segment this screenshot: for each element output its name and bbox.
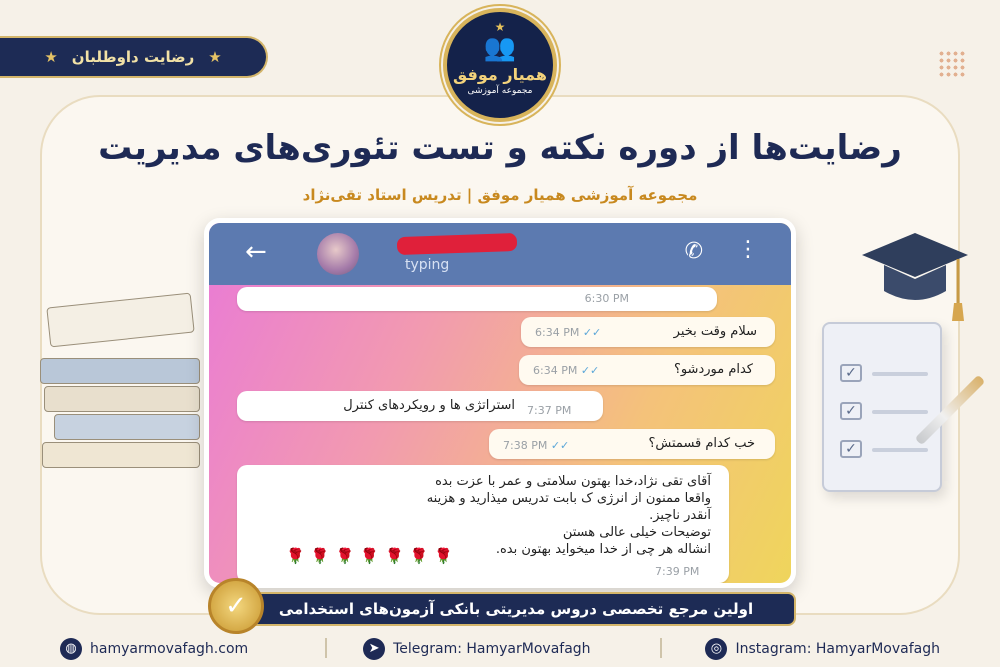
message-text: سلام وقت بخیر [673,324,757,339]
award-medal-icon: ✓ [208,578,264,634]
footer-telegram[interactable] [363,638,590,660]
website-link[interactable]: hamyarmovafagh.com [90,640,249,657]
telegram-link[interactable]: Telegram: HamyarMovafagh [393,640,591,657]
logo-name: همیار موفق [453,64,547,84]
badge-label: رضایت داوطلبان [71,48,195,66]
message-text: کدام موردشو؟ [673,362,753,377]
page-title: رضایت‌ها از دوره نکته و تست تئوری‌های مدیریت [98,128,902,168]
graduation-cap-icon [860,225,970,335]
read-ticks-icon: ✓✓ [582,326,602,339]
star-icon: ★ [208,48,222,66]
message-bubble [489,429,775,459]
footer-website[interactable] [60,638,248,660]
rose-emoji-row: 🌹🌹🌹🌹🌹🌹🌹 [286,547,459,565]
message-time: 7:38 PM [503,439,548,452]
avatar[interactable] [317,233,359,275]
message-time: 7:37 PM [527,404,572,417]
message-bubble [237,465,729,583]
checklist-clipboard [822,322,942,492]
page-subtitle: مجموعه آموزشی همیار موفق | تدریس استاد تقی‌نژاد [302,186,698,204]
check-icon: ✓ [840,364,862,382]
arrow-left-icon[interactable]: ← [245,237,267,267]
read-ticks-icon: ✓✓ [580,364,600,377]
message-text: آقای تقی نژاد،خدا بهتون سلامتی و عمر با عزت بده واقعا ممنون از انرژی ک بابت تدریس میذارید و هزینه آنقدر ناچیز. توضیحات خیلی عالی هستن انشاله هر چی از خدا میخواید بهتون بده. [426,474,711,557]
message-text: استراتژی ها و رویکردهای کنترل [343,398,515,413]
message-bubble [519,355,775,385]
message-time: 6:34 PM [535,326,580,339]
instagram-link[interactable]: Instagram: HamyarMovafagh [735,640,940,657]
chat-screenshot [204,218,796,588]
message-text: خب کدام قسمتش؟ [648,436,755,451]
brand-logo [443,8,557,122]
check-icon: ✓ [840,402,862,420]
message-bubble [237,391,603,421]
check-icon: ✓ [840,440,862,458]
footer [0,630,1000,667]
message-time: 7:39 PM [655,565,700,578]
more-vertical-icon[interactable]: ⋮ [737,237,759,262]
testimonial-badge [0,36,268,78]
typing-status: typing [405,257,450,273]
redacted-contact-name [397,233,518,255]
dots-decoration [938,50,966,78]
chat-header [209,223,791,285]
phone-icon[interactable]: ✆ [684,239,703,264]
star-icon: ★ [44,48,58,66]
message-bubble [521,317,775,347]
books-illustration [40,290,205,490]
message-time: 6:34 PM [533,364,578,377]
people-icon: 👥 [483,32,517,63]
footer-instagram[interactable] [705,638,940,660]
telegram-icon: ➤ [363,638,385,660]
logo-tagline: مجموعه آموزشی [467,85,533,96]
slogan-banner: اولین مرجع تخصصی دروس مدیریتی بانکی آزمون‌های استخدامی [236,592,796,626]
star-icon: ★ [494,20,506,34]
globe-icon: ◍ [60,638,82,660]
read-ticks-icon: ✓✓ [550,439,570,452]
message-bubble [237,287,717,311]
instagram-icon: ◎ [705,638,727,660]
message-time: 6:30 PM [584,292,629,305]
